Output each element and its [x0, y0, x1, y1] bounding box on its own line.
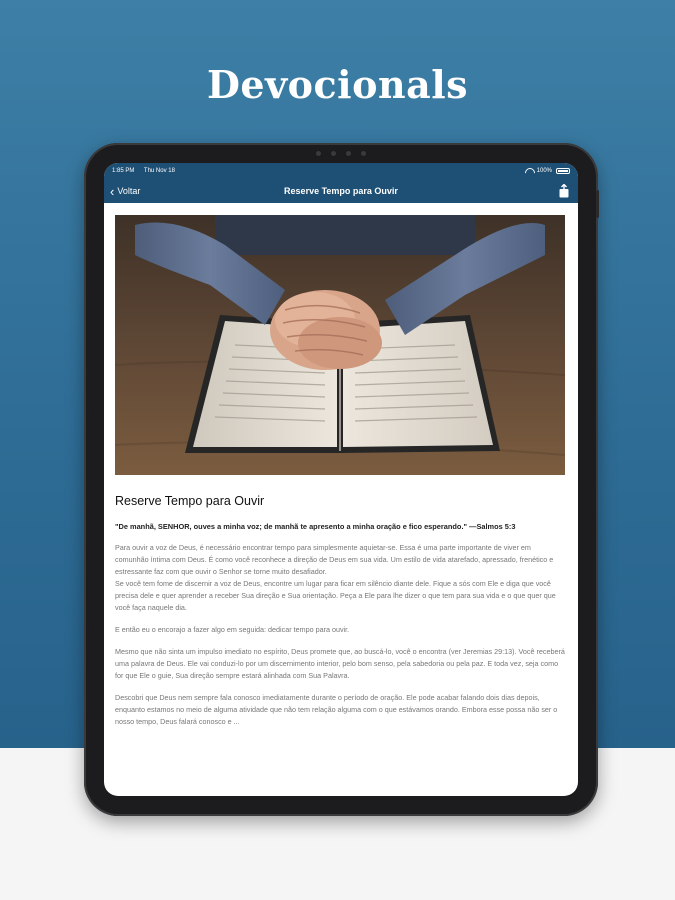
status-time: 1:85 PM: [112, 168, 135, 174]
article-title: Reserve Tempo para Ouvir: [115, 494, 265, 508]
share-icon[interactable]: [558, 184, 570, 198]
chevron-left-icon: ‹: [110, 183, 115, 199]
status-bar: [104, 163, 578, 179]
side-button: [596, 190, 599, 218]
battery-icon: [556, 168, 570, 174]
article-paragraph: Mesmo que não sinta um impulso imediato no espírito, Deus promete que, ao buscá-lo, você o encontra (ver Jeremias 29:13). Você receberá uma palavra de Deus. Ele vai conduzi-lo por um discernimento interior, pelo bom senso, pela sabedoria ou pela paz. E toda vez, seja como for que Ele o guie, Sua direção sempre estará alinhada com Sua Palavra.: [115, 647, 565, 680]
nav-bar: [104, 179, 578, 203]
article-content[interactable]: [115, 215, 566, 728]
back-label: Voltar: [117, 186, 141, 196]
article-paragraph: Para ouvir a voz de Deus, é necessário encontrar tempo para simplesmente aquietar-se. Essa é uma parte importante de viver em comunhão íntima com Deus. É como você reconhece a direção de Deus em sua vida. Um estilo de vida atarefado, apressado, frenético e estressante faz com que ouvir o Senhor se torne muito desafiador.: [115, 543, 554, 576]
app-screen: [104, 163, 578, 796]
scripture-verse: "De manhã, SENHOR, ouves a minha voz; de manhã te apresento a minha oração e fico esperando." —Salmos 5:3: [115, 522, 516, 531]
article-paragraph: E então eu o encorajo a fazer algo em seguida: dedicar tempo para ouvir.: [115, 625, 350, 634]
back-button[interactable]: [110, 183, 140, 199]
wifi-icon: [525, 168, 533, 174]
camera-dots: [84, 151, 598, 157]
battery-percent: 100%: [536, 168, 552, 174]
nav-title: Reserve Tempo para Ouvir: [284, 186, 398, 196]
status-date: Thu Nov 18: [143, 168, 175, 174]
article-paragraph: Se você tem fome de discernir a voz de Deus, encontre um lugar para ficar em silêncio diante dele. Fique a sós com Ele e diga que você precisa dele e quer aprender a receber Sua direção e Sua orientação. Peça a Ele para lhe dizer o que tem para sua vida e o que quer que você faça naquele dia.: [115, 579, 556, 612]
devotional-hero-image: [115, 215, 565, 475]
promo-headline: Devocionals: [206, 62, 469, 107]
article-paragraph: Descobri que Deus nem sempre fala conosco imediatamente durante o período de oração. Ele pode acabar falando dois dias depois, enquanto estamos no meio de alguma atividade que não tem relação alguma com o que estávamos orando. Embora esse possa não ser o nosso tempo, Deus falará conosco e ...: [115, 693, 558, 726]
